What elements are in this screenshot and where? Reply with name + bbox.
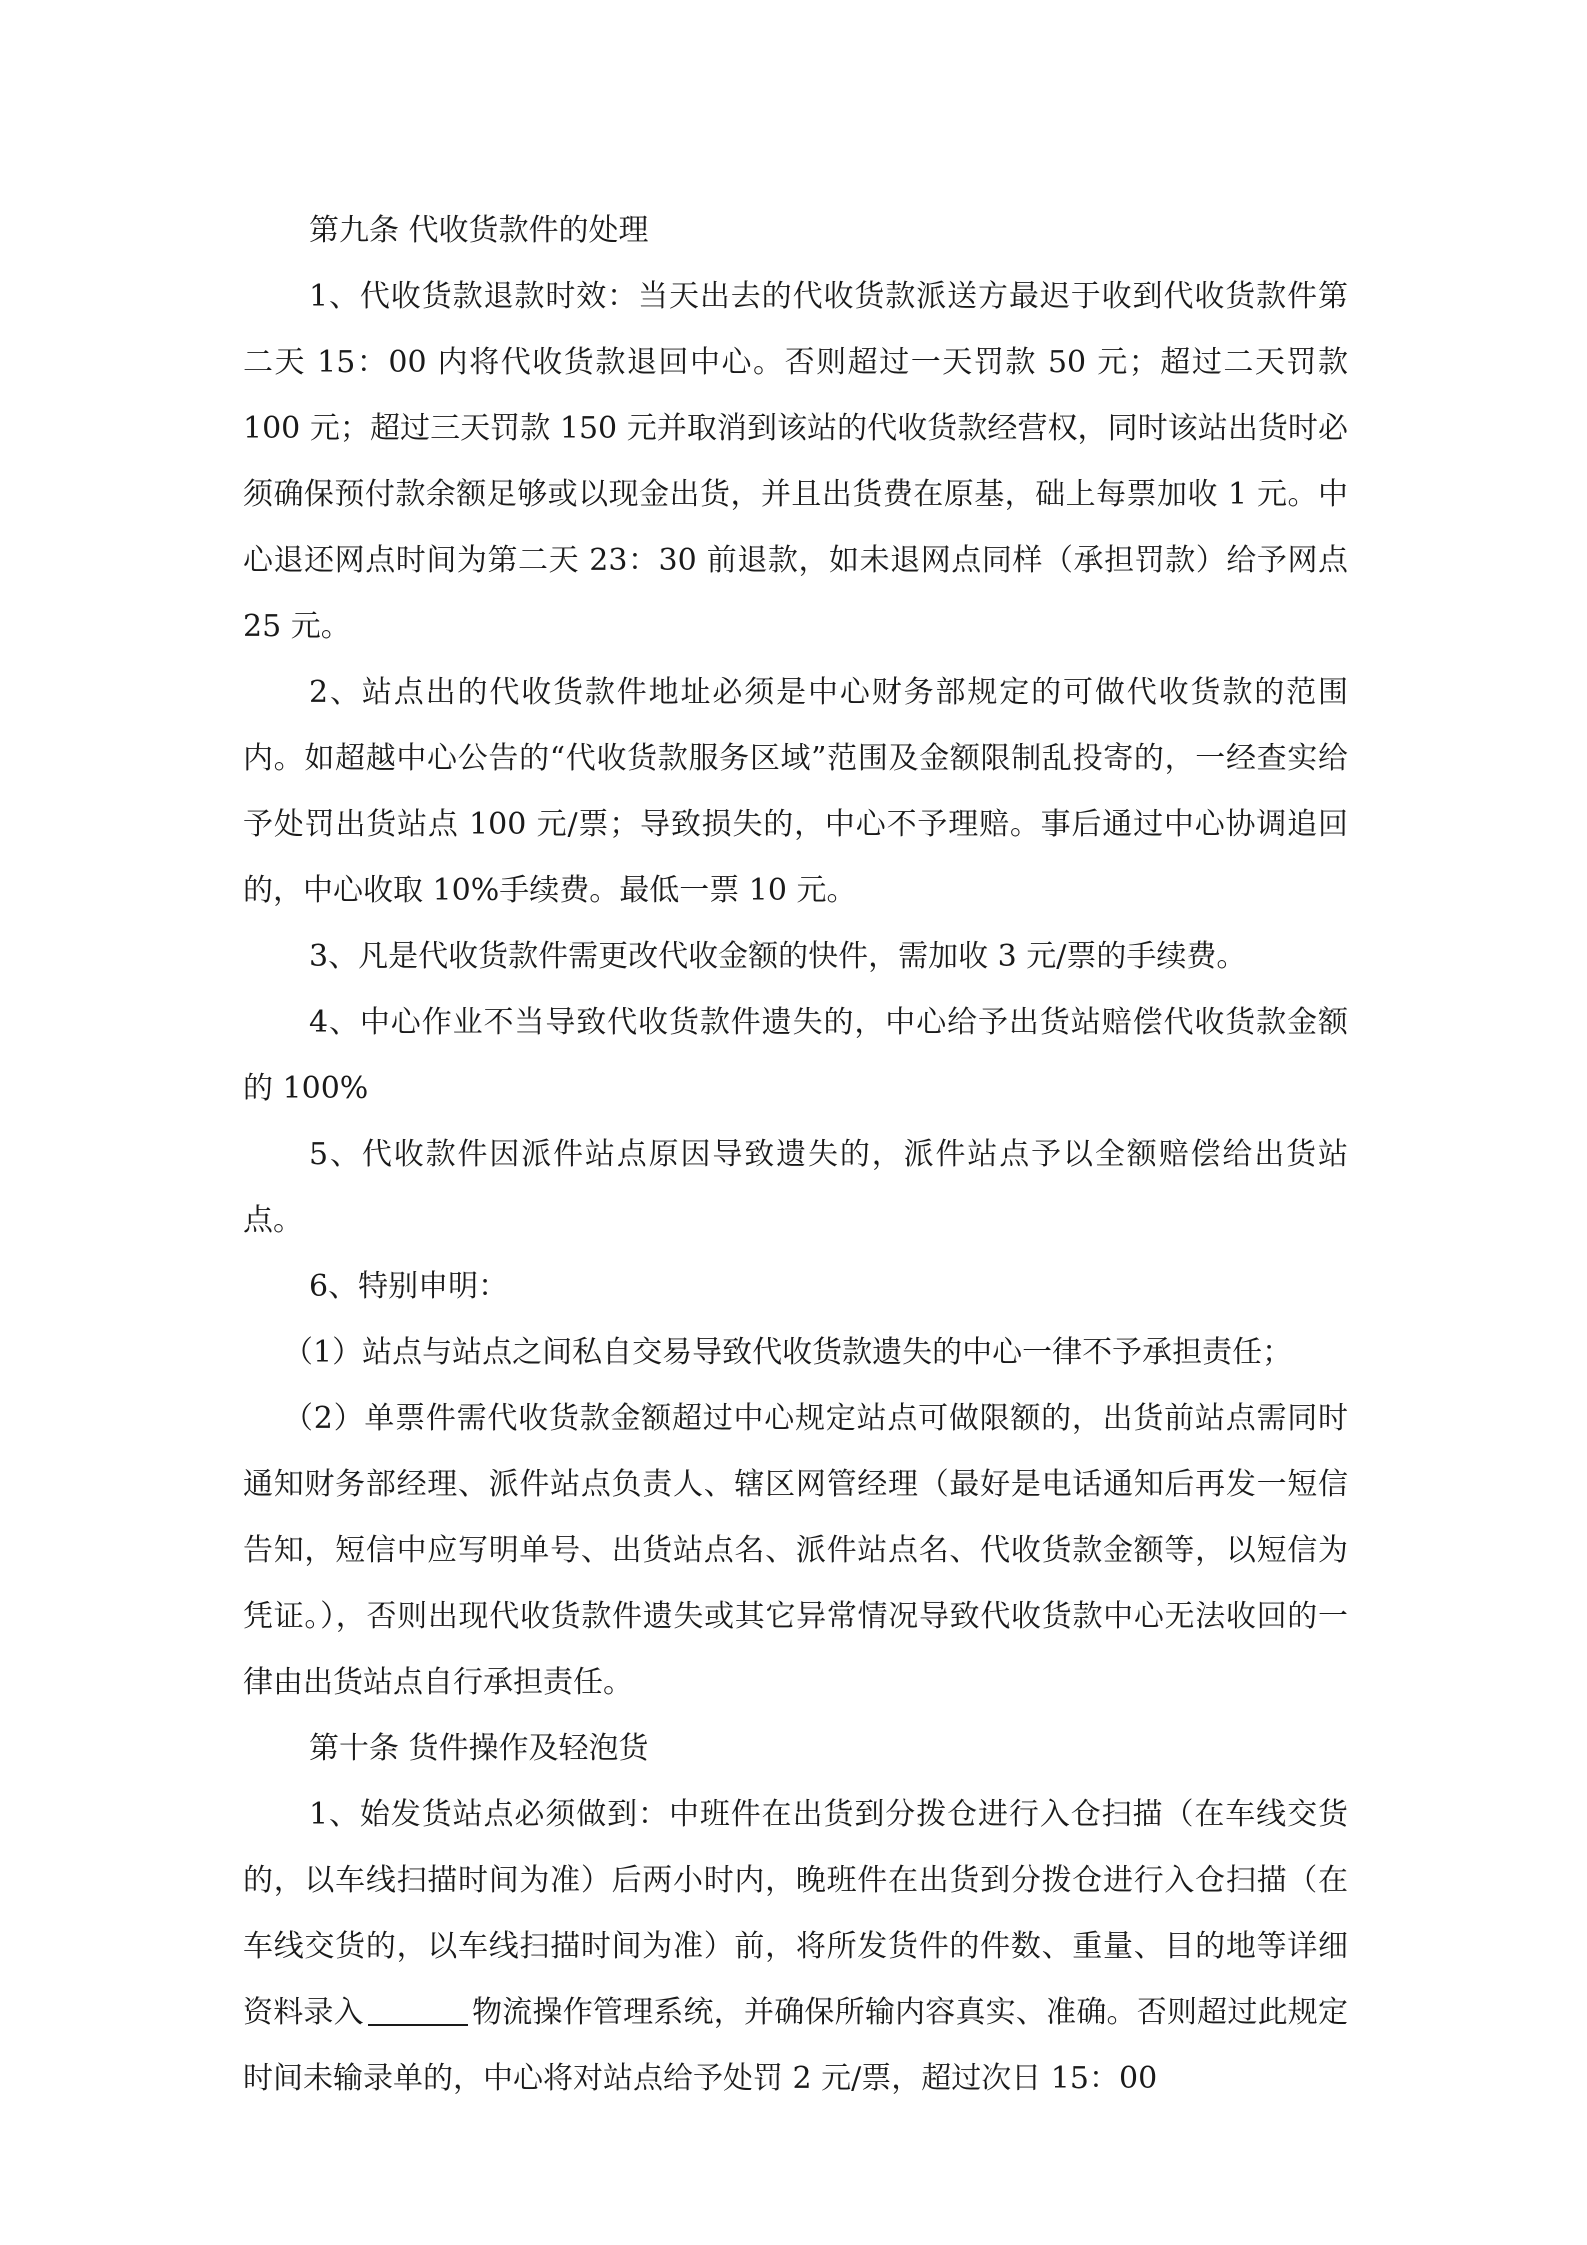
document-body (243, 198, 1348, 2112)
article-9-paragraph-2: 2、站点出的代收货款件地址必须是中心财务部规定的可做代收货款的范围内。如超越中心公告的“代收货款服务区域”范围及金额限制乱投寄的，一经查实给予处罚出货站点 100 元/票；导致损失的，中心不予理赔。事后通过中心协调追回的，中心收取 10%手续费。最低一票 10 元。 (243, 675, 1348, 908)
article-10-paragraph-1-text-b: 物流操作管理系统，并确保所输内容真实、准确。否则超过此规定时间未输录单的，中心将对站点给予处罚 2 元/票，超过次日 15：00 (243, 1995, 1349, 2096)
article-10-paragraph-1 (243, 1782, 1348, 2112)
article-10-paragraph-1-text-a: 1、始发货站点必须做到：中班件在出货到分拨仓进行入仓扫描（在车线交货的，以车线扫描时间为准）后两小时内，晚班件在出货到分拨仓进行入仓扫描（在车线交货的，以车线扫描时间为准）前，将所发货件的件数、重量、目的地等详细资料录入 (243, 1797, 1348, 2030)
article-9-paragraph-3: 3、凡是代收货款件需更改代收金额的快件，需加收 3 元/票的手续费。 (309, 939, 1247, 974)
article-9-paragraph-5: 5、代收款件因派件站点原因导致遗失的，派件站点予以全额赔偿给出货站点。 (243, 1137, 1348, 1238)
article-9-paragraph-4: 4、中心作业不当导致代收货款件遗失的，中心给予出货站赔偿代收货款金额的 100% (243, 1005, 1348, 1106)
article-9-paragraph-1: 1、代收货款退款时效：当天出去的代收货款派送方最迟于收到代收货款件第二天 15：00 内将代收货款退回中心。否则超过一天罚款 50 元；超过二天罚款 100 元；超过三天罚款 150 元并取消到该站的代收货款经营权，同时该站出货时必须确保预付款余额足够或以现金出货，并且出货费在原基，础上每票加收 1 元。中心退还网点时间为第二天 23：30 前退款，如未退网点同样（承担罚款）给予网点 25 元。 (243, 279, 1348, 644)
fill-in-blank (368, 1994, 468, 2026)
article-9-paragraph-6: 6、特别申明： (309, 1269, 509, 1304)
article-9-item-6-2: （2）单票件需代收货款金额超过中心规定站点可做限额的，出货前站点需同时通知财务部经理、派件站点负责人、辖区网管经理（最好是电话通知后再发一短信告知，短信中应写明单号、出货站点名、派件站点名、代收货款金额等，以短信为凭证。），否则出现代收货款件遗失或其它异常情况导致代收货款中心无法收回的一律由出货站点自行承担责任。 (243, 1401, 1348, 1700)
article-9-item-6-1: （1）站点与站点之间私自交易导致代收货款遗失的中心一律不予承担责任； (283, 1335, 1293, 1370)
article-9-heading: 第九条 代收货款件的处理 (309, 213, 649, 248)
article-10-heading: 第十条 货件操作及轻泡货 (309, 1731, 649, 1766)
